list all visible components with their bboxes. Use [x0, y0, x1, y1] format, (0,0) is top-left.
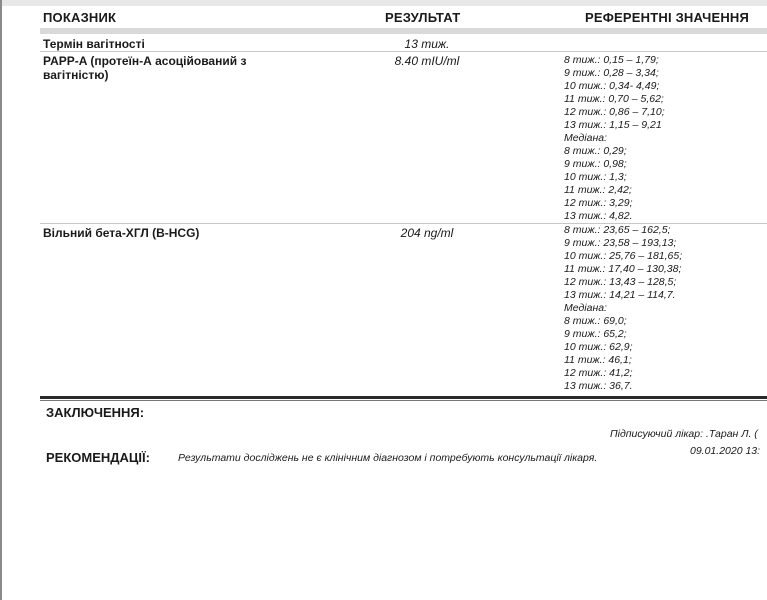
reference-line: 9 тиж.: 0,28 – 3,34; — [564, 67, 659, 79]
reference-line: 11 тиж.: 46,1; — [564, 354, 632, 366]
row-pappa-reference — [564, 54, 665, 223]
reference-median-label: Медіана: — [564, 132, 607, 144]
reference-line: 10 тиж.: 25,76 – 181,65; — [564, 250, 683, 262]
header-parameter: ПОКАЗНИК — [43, 10, 117, 25]
header-reference: РЕФЕРЕНТНІ ЗНАЧЕННЯ — [585, 10, 750, 25]
reference-line: 8 тиж.: 0,15 – 1,79; — [564, 54, 659, 66]
reference-line: 9 тиж.: 0,98; — [564, 158, 627, 170]
reference-line: 12 тиж.: 3,29; — [564, 197, 633, 209]
reference-line: 9 тиж.: 23,58 – 193,13; — [564, 237, 677, 249]
reference-line: 11 тиж.: 0,70 – 5,62; — [564, 93, 664, 105]
reference-line: 10 тиж.: 0,34- 4,49; — [564, 80, 660, 92]
row-pappa-parameter: PAPP-A (протеїн-А асоційований з вагітністю) — [43, 54, 247, 82]
reference-median-label: Медіана: — [564, 302, 607, 314]
reference-line: 10 тиж.: 1,3; — [564, 171, 627, 183]
table-header — [40, 6, 767, 28]
row-bhcg-result: 204 ng/ml — [400, 226, 454, 240]
row-pappa-result: 8.40 mIU/ml — [394, 54, 460, 68]
reference-line: 12 тиж.: 13,43 – 128,5; — [564, 276, 677, 288]
row-bhcg-reference — [564, 224, 682, 393]
reference-line: 11 тиж.: 17,40 – 130,38; — [564, 263, 682, 275]
reference-line: 13 тиж.: 14,21 – 114,7. — [564, 289, 676, 301]
reference-line: 12 тиж.: 0,86 – 7,10; — [564, 106, 665, 118]
reference-line: 10 тиж.: 62,9; — [564, 341, 633, 353]
reference-line: 13 тиж.: 1,15 – 9,21 — [564, 119, 662, 131]
row-gestation-parameter: Термін вагітності — [43, 37, 145, 51]
table-bottom-rule — [40, 396, 767, 399]
reference-line: 9 тиж.: 65,2; — [564, 328, 627, 340]
recommendations-text: Результати досліджень не є клінічним діагнозом і потребують консультації лікаря. — [178, 452, 598, 464]
reference-line: 13 тиж.: 4,82. — [564, 210, 633, 222]
header-divider — [40, 28, 767, 34]
conclusion-label: ЗАКЛЮЧЕННЯ: — [46, 405, 145, 420]
row-bhcg-parameter: Вільний бета-ХГЛ (B-HCG) — [43, 226, 200, 240]
reference-line: 8 тиж.: 69,0; — [564, 315, 627, 327]
header-result: РЕЗУЛЬТАТ — [385, 10, 461, 25]
reference-line: 8 тиж.: 0,29; — [564, 145, 627, 157]
row-divider — [40, 51, 767, 52]
row-gestation-result: 13 тиж. — [404, 37, 450, 51]
reference-line: 13 тиж.: 36,7. — [564, 380, 633, 392]
recommendations-label: РЕКОМЕНДАЦІЇ: — [46, 450, 150, 465]
signature-date: 09.01.2020 13: — [690, 445, 761, 457]
page-left-edge — [0, 0, 2, 600]
signing-doctor: Підписуючий лікар: .Таран Л. ( — [610, 428, 758, 440]
reference-line: 8 тиж.: 23,65 – 162,5; — [564, 224, 671, 236]
table-bottom-rule-thin — [40, 400, 767, 401]
reference-line: 11 тиж.: 2,42; — [564, 184, 632, 196]
reference-line: 12 тиж.: 41,2; — [564, 367, 633, 379]
